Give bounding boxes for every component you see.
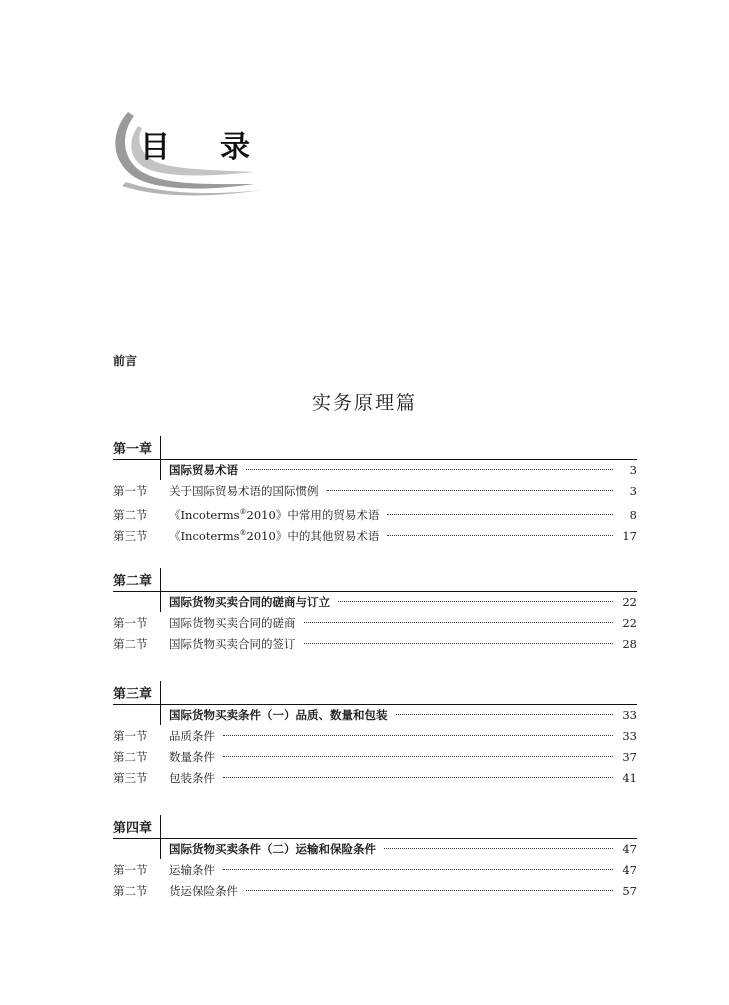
section-title: 《Incoterms®2010》中的其他贸易术语 — [169, 528, 380, 543]
chapter-title-row[interactable] — [113, 839, 637, 860]
chapter-title-row[interactable] — [113, 705, 637, 726]
section-title: 国际货物买卖合同的磋商 — [169, 616, 296, 630]
leader-dots — [223, 869, 613, 870]
section-row[interactable] — [113, 860, 637, 881]
page-number: 28 — [622, 637, 637, 651]
section-number: 第二节 — [113, 507, 148, 522]
section-row[interactable] — [113, 613, 637, 634]
page-number: 3 — [629, 484, 637, 498]
section-title: 运输条件 — [169, 863, 215, 877]
chapter-divider-horizontal — [113, 459, 637, 460]
preface-entry[interactable]: 前言 — [113, 354, 138, 368]
section-title: 国际货物买卖合同的签订 — [169, 637, 296, 651]
leader-dots — [246, 469, 613, 470]
chapter-divider-horizontal — [113, 591, 637, 592]
section-row[interactable] — [113, 726, 637, 747]
chapter-title: 国际贸易术语 — [169, 463, 238, 477]
section-number: 第三节 — [113, 528, 148, 543]
leader-dots — [223, 756, 613, 757]
section-number: 第一节 — [113, 729, 148, 743]
section-title: 《Incoterms®2010》中常用的贸易术语 — [169, 507, 380, 522]
section-row[interactable] — [113, 747, 637, 768]
page-number: 33 — [622, 729, 637, 743]
page-number: 47 — [622, 863, 637, 877]
toc-title-char-2: 录 — [220, 130, 250, 165]
leader-dots — [304, 643, 614, 644]
page-number: 22 — [622, 616, 637, 630]
chapter-title: 国际货物买卖条件（二）运输和保险条件 — [169, 842, 376, 856]
section-number: 第二节 — [113, 637, 148, 651]
chapter-title-row[interactable] — [113, 592, 637, 613]
part-title: 实务原理篇 — [311, 392, 417, 414]
section-title: 数量条件 — [169, 750, 215, 764]
page-number: 57 — [622, 884, 637, 898]
leader-dots — [246, 890, 613, 891]
chapter-1 — [113, 436, 637, 544]
section-title: 包装条件 — [169, 771, 215, 785]
section-number: 第一节 — [113, 863, 148, 877]
leader-dots — [304, 622, 614, 623]
page-number: 47 — [622, 842, 637, 856]
chapter-title-row[interactable] — [113, 460, 637, 481]
chapter-divider-horizontal — [113, 704, 637, 705]
page-number: 3 — [629, 463, 637, 477]
page-number: 17 — [622, 528, 637, 543]
section-row[interactable] — [113, 523, 637, 544]
section-title: 货运保险条件 — [169, 884, 238, 898]
chapter-divider-vertical — [160, 681, 161, 725]
chapter-4 — [113, 815, 637, 902]
leader-dots — [387, 514, 613, 515]
leader-dots — [387, 535, 613, 536]
page-number: 22 — [622, 595, 637, 609]
section-title: 品质条件 — [169, 729, 215, 743]
section-number: 第二节 — [113, 750, 148, 764]
page-number: 33 — [622, 708, 637, 722]
chapter-label: 第四章 — [113, 821, 153, 836]
section-row[interactable] — [113, 634, 637, 655]
toc-title-char-1: 目 — [140, 130, 170, 165]
chapter-label: 第一章 — [113, 442, 153, 457]
section-row[interactable] — [113, 768, 637, 789]
section-number: 第一节 — [113, 484, 148, 498]
leader-dots — [396, 714, 614, 715]
section-number: 第一节 — [113, 616, 148, 630]
chapter-3 — [113, 681, 637, 789]
chapter-title: 国际货物买卖合同的磋商与订立 — [169, 595, 330, 609]
section-title: 关于国际贸易术语的国际惯例 — [169, 484, 319, 498]
leader-dots — [223, 735, 613, 736]
chapter-2 — [113, 568, 637, 655]
page-number: 8 — [629, 507, 637, 522]
section-row[interactable] — [113, 502, 637, 523]
leader-dots — [327, 490, 614, 491]
section-row[interactable] — [113, 481, 637, 502]
section-number: 第三节 — [113, 771, 148, 785]
chapter-title: 国际货物买卖条件（一）品质、数量和包装 — [169, 708, 388, 722]
page-number: 37 — [622, 750, 637, 764]
page-number: 41 — [622, 771, 637, 785]
chapter-divider-vertical — [160, 815, 161, 859]
leader-dots — [384, 848, 613, 849]
leader-dots — [223, 777, 613, 778]
chapter-divider-vertical — [160, 436, 161, 480]
leader-dots — [338, 601, 613, 602]
chapter-label: 第二章 — [113, 574, 153, 589]
section-number: 第二节 — [113, 884, 148, 898]
chapter-divider-vertical — [160, 568, 161, 612]
chapter-label: 第三章 — [113, 687, 153, 702]
section-row[interactable] — [113, 881, 637, 902]
chapter-divider-horizontal — [113, 838, 637, 839]
